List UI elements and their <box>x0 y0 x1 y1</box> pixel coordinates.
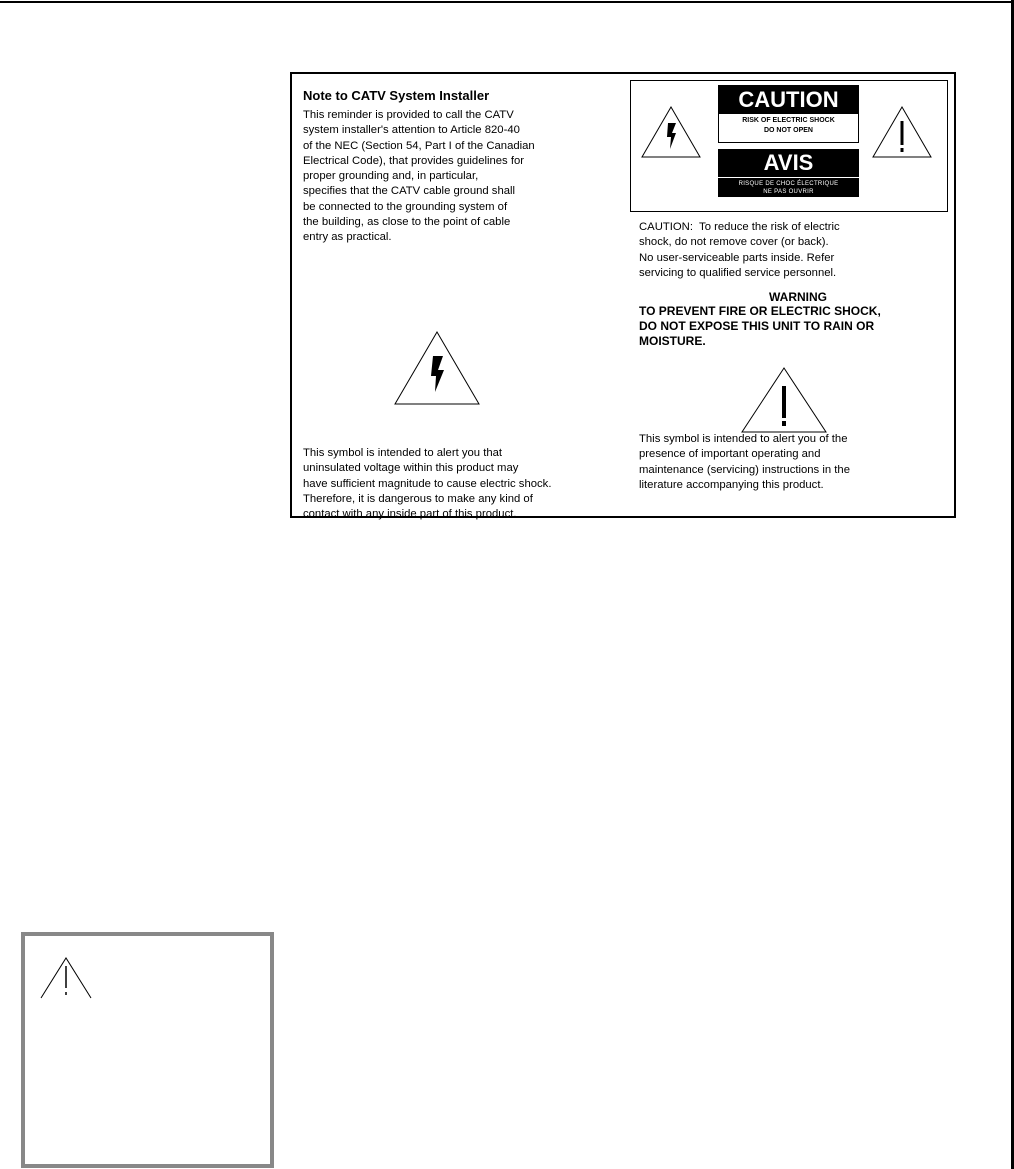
safety-notice-box <box>290 72 956 521</box>
warning-title: WARNING <box>769 290 827 304</box>
note-body: This reminder is provided to call the CATV system installer's attention to Article 820-40 of the NEC (Section 54, Part I of the Canadian Electrical Code), that provides guidelines for proper grounding and, in particular, specifies that the CATV cable ground shall be connected to the grounding system of the building, as close to the point of cable entry as practical. <box>303 109 535 244</box>
caution-label <box>718 85 859 143</box>
lightning-bolt-triangle-icon <box>393 330 481 406</box>
caution-label-title: CAUTION <box>719 86 858 114</box>
shock-symbol-text: This symbol is intended to alert you that uninsulated voltage within this product may have sufficient magnitude to cause electric shock. Therefore, it is dangerous to make any kind of contact with any inside part of this product. <box>303 447 552 521</box>
exclamation-triangle-icon <box>740 366 828 434</box>
caution-label-panel <box>630 80 948 212</box>
caution-text: CAUTION: To reduce the risk of electric shock, do not remove cover (or back). No user-serviceable parts inside. Refer servicing to qualified service personnel. <box>639 221 840 279</box>
caution-label-subtitle: RISK OF ELECTRIC SHOCK DO NOT OPEN <box>742 117 835 134</box>
lightning-warning-icon <box>640 105 702 159</box>
side-exclamation-icon <box>39 954 93 1000</box>
note-title: Note to CATV System Installer <box>303 88 490 103</box>
avis-label-subtitle: RISQUE DE CHOC ÉLECTRIQUE NE PAS OUVRIR <box>738 181 839 195</box>
top-rule <box>0 1 1014 3</box>
alert-symbol-text: This symbol is intended to alert you of the presence of important operating and maintenance (servicing) instructions in the literature accompanying this product. <box>639 433 850 491</box>
avis-label-title: AVIS <box>718 149 859 178</box>
exclamation-warning-icon <box>871 105 933 159</box>
warning-text: TO PREVENT FIRE OR ELECTRIC SHOCK, DO NOT EXPOSE THIS UNIT TO RAIN OR MOISTURE. <box>639 304 881 348</box>
avis-label <box>718 149 859 197</box>
side-caution-box <box>21 932 274 1168</box>
